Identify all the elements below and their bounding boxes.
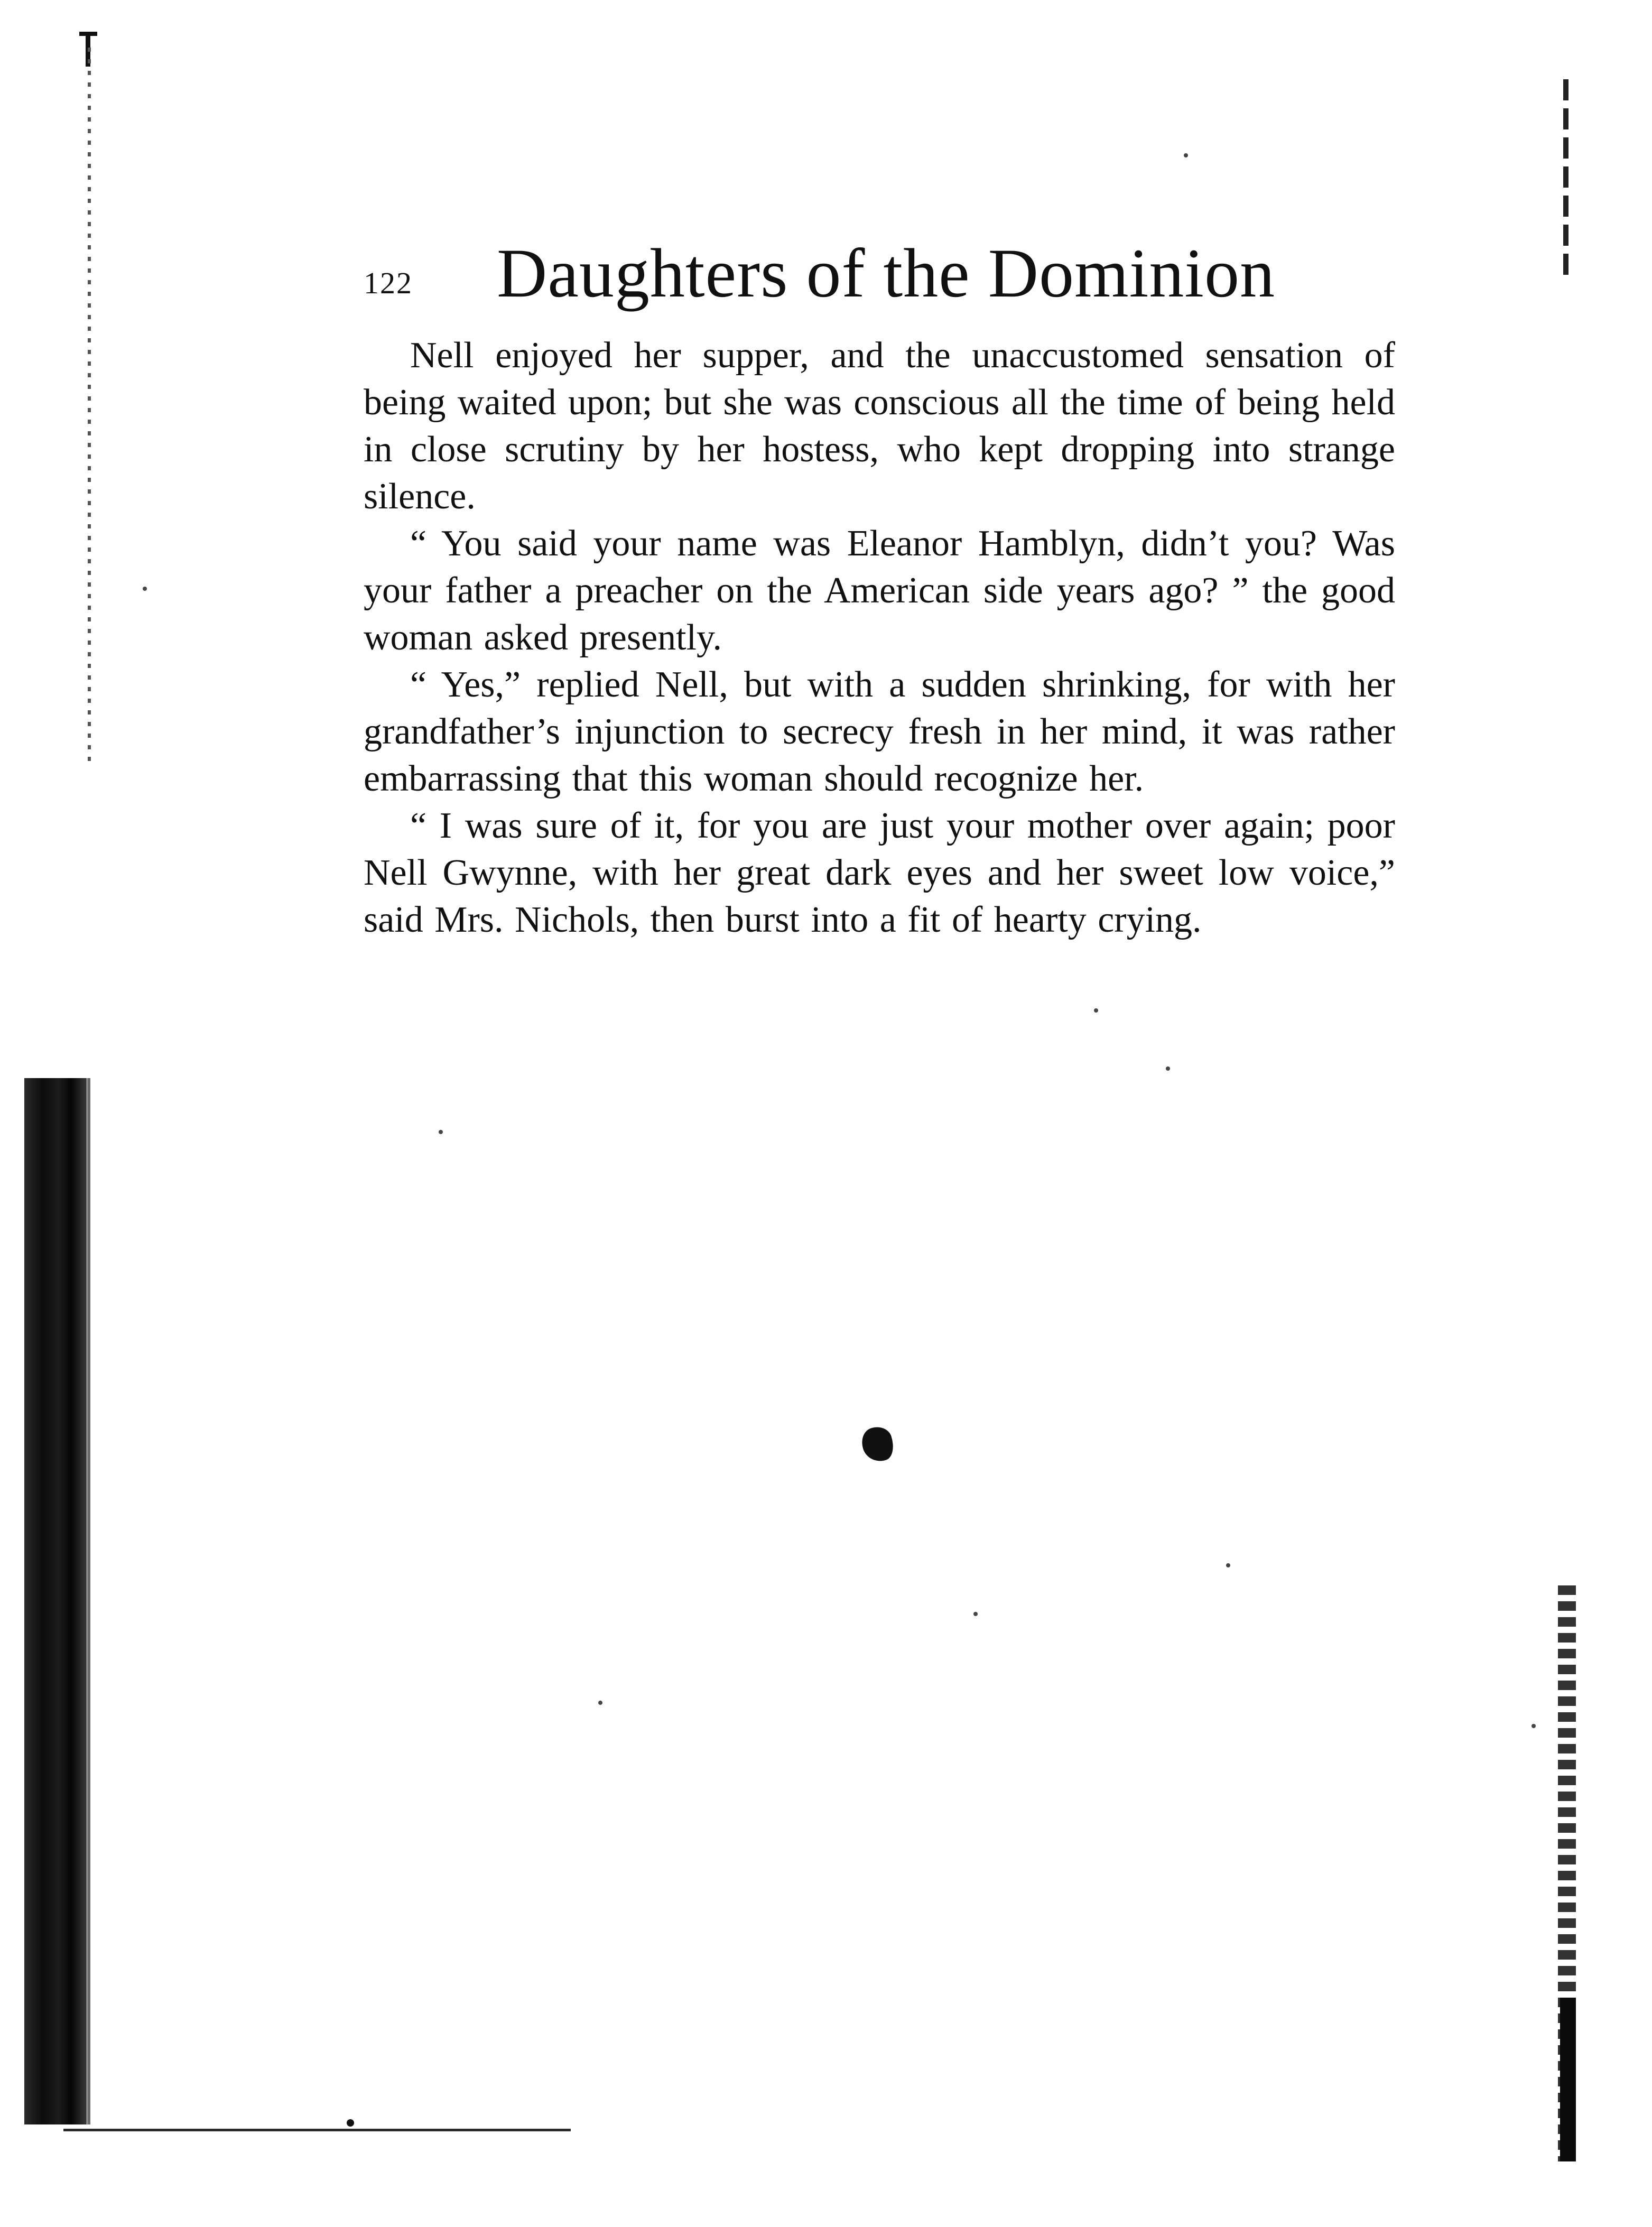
- running-head: [364, 233, 1276, 322]
- scan-right-edge-top: [1563, 79, 1569, 275]
- paragraph: “ Yes,” replied Nell, but with a sudden shrinking, for with her grandfather’s injunction to secrecy fresh in her mind, it was rather embarrassing that this woman should recognize her.: [364, 664, 1395, 799]
- scan-right-edge-bottom: [1558, 1585, 1576, 2161]
- paragraph: “ You said your name was Eleanor Hamblyn, didn’t you? Was your father a preacher on the American side years ago? ” the good woman asked presently.: [364, 523, 1395, 658]
- body-text: [364, 332, 1395, 943]
- ink-speck: [347, 2119, 354, 2127]
- ink-speck: [1184, 153, 1188, 157]
- scan-left-edge-noise: [88, 48, 91, 761]
- ink-speck: [439, 1130, 443, 1134]
- book-title: Daughters of the Dominion: [497, 234, 1276, 312]
- ink-speck: [598, 1701, 602, 1705]
- ink-speck: [1532, 1724, 1536, 1728]
- ink-speck: [1166, 1066, 1170, 1071]
- page-number: 122: [364, 266, 413, 300]
- binding-hairline: [87, 1078, 90, 2124]
- paragraph: “ I was sure of it, for you are just your mother over again; poor Nell Gwynne, with her great dark eyes and her sweet low voice,” said Mrs. Nichols, then burst into a fit of hearty crying.: [364, 805, 1395, 940]
- paragraph: Nell enjoyed her supper, and the unaccustomed sensation of being waited upon; but she was conscious all the time of being held in close scrutiny by her hostess, who kept dropping into strange silence.: [364, 335, 1395, 517]
- ink-blot: [858, 1423, 898, 1466]
- ink-speck: [973, 1612, 978, 1616]
- ink-speck: [1094, 1008, 1098, 1013]
- page-bottom-edge: [63, 2129, 571, 2131]
- ink-speck: [1226, 1563, 1230, 1567]
- binding-shadow: [24, 1078, 87, 2124]
- ink-speck: [143, 587, 147, 591]
